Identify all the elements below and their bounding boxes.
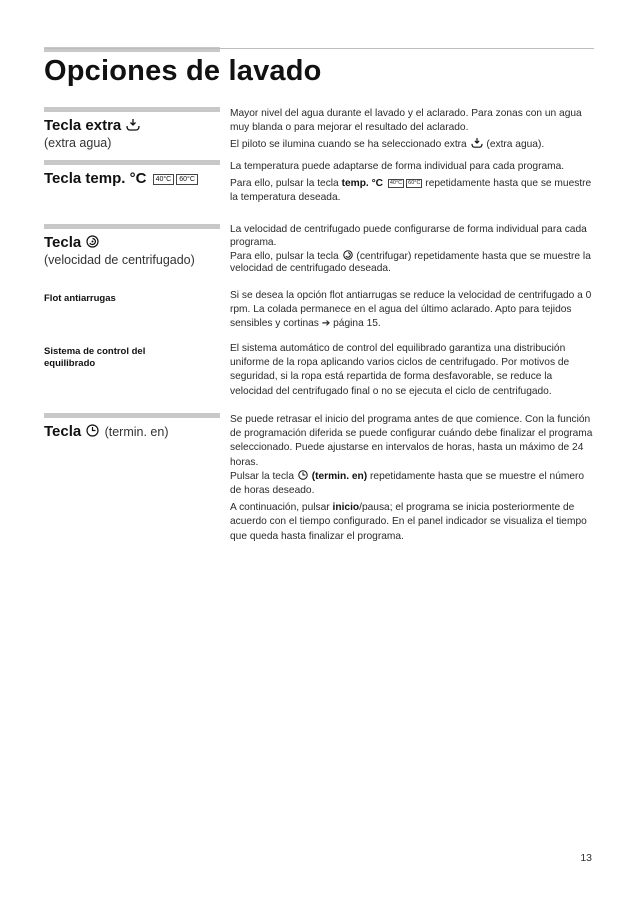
temp-60-indicator-icon: 60°C [408, 180, 421, 187]
page-number: 13 [580, 852, 592, 864]
option-title: Sistema de control del equilibrado [44, 346, 146, 369]
temp-40-indicator-icon: 40°C [153, 174, 175, 185]
option-description [230, 342, 594, 402]
key-name: inicio [332, 502, 360, 514]
option-heading [44, 107, 220, 152]
paragraph: Para ello, pulsar la tecla temp. °C 40°C 60°C repetidamente hasta que se muestre la temperatura deseada. [230, 178, 592, 204]
option-title: Tecla [44, 233, 220, 252]
paragraph: Mayor nivel del agua durante el lavado y el aclarado. Para zonas con un agua muy blanda o para mejorar el resultado del aclarado. [230, 108, 582, 134]
option-heading [44, 413, 220, 442]
paragraph: Para ello, pulsar la tecla (centrifugar) repetidamente hasta que se muestre la velocidad de centrifugado deseada. [230, 250, 591, 275]
paragraph: El piloto se ilumina cuando se ha seleccionado extra (extra agua). [230, 139, 545, 151]
option-heading [44, 160, 220, 188]
key-name: temp. °C [341, 178, 384, 190]
clock-icon [86, 424, 99, 437]
page-title: Opciones de lavado [44, 55, 322, 87]
clock-icon [298, 470, 308, 480]
paragraph: A continuación, pulsar inicio/pausa; el programa se inicia posteriormente de acuerdo con el tiempo configurado. En el panel indicador se visualiza el tiempo que queda hasta finalizar el programa. [230, 502, 587, 542]
temp-60-indicator-icon: 60°C [176, 174, 198, 185]
spin-icon [343, 250, 353, 260]
spin-icon [86, 235, 99, 248]
paragraph: Pulsar la tecla (termin. en) repetidamente hasta que se muestre el número de horas deseado. [230, 470, 585, 497]
paragraph: La velocidad de centrifugado puede configurarse de forma individual para cada programa. [230, 224, 587, 248]
option-heading [44, 293, 220, 305]
temp-40-indicator-icon: 40°C [389, 180, 403, 187]
option-heading [44, 346, 174, 370]
section-bar [44, 413, 220, 418]
key-name: (termin. en) [311, 470, 368, 482]
option-description [230, 413, 594, 547]
option-description [230, 107, 594, 156]
option-title: Tecla temp. °C 40°C 60°C [44, 169, 220, 188]
paragraph: La temperatura puede adaptarse de forma individual para cada programa. [230, 161, 565, 172]
section-bar [44, 160, 220, 165]
option-title: Flot antiarrugas [44, 293, 116, 304]
option-title: Tecla extra [44, 116, 220, 135]
arrow-right-icon: ➔ [321, 318, 331, 330]
title-rule [44, 48, 594, 49]
extra-water-icon [126, 119, 140, 131]
section-bar [44, 107, 220, 112]
extra-water-icon [471, 138, 483, 148]
option-description [230, 289, 594, 335]
option-description [230, 224, 594, 279]
option-description [230, 160, 594, 209]
option-title: Tecla (termin. en) [44, 423, 169, 440]
paragraph: Si se desea la opción flot antiarrugas se reduce la velocidad de centrifugado a 0 rpm. La colada permanece en el agua del último aclarado. Apto para tejidos sensibles y cortinas ➔ página 15. [230, 290, 592, 330]
option-heading [44, 224, 220, 269]
option-subtitle: (velocidad de centrifugado) [44, 253, 195, 267]
option-subtitle: (extra agua) [44, 136, 112, 150]
section-bar [44, 224, 220, 229]
paragraph: Se puede retrasar el inicio del programa antes de que comience. Con la función de programación diferida se puede configurar cuándo debe finalizar el programa seleccionado. Puede ajustarse en intervalos de horas, hasta un máximo de 24 horas. [230, 414, 593, 468]
paragraph: El sistema automático de control del equilibrado garantiza una distribución uniforme de la ropa aplicando varios ciclos de centrifugado. Por motivos de seguridad, si la ropa está repartida de forma desfavorable, se reduce la velocidad del centrifugado final o no se ejecuta el ciclo de centrifugado. [230, 343, 570, 397]
